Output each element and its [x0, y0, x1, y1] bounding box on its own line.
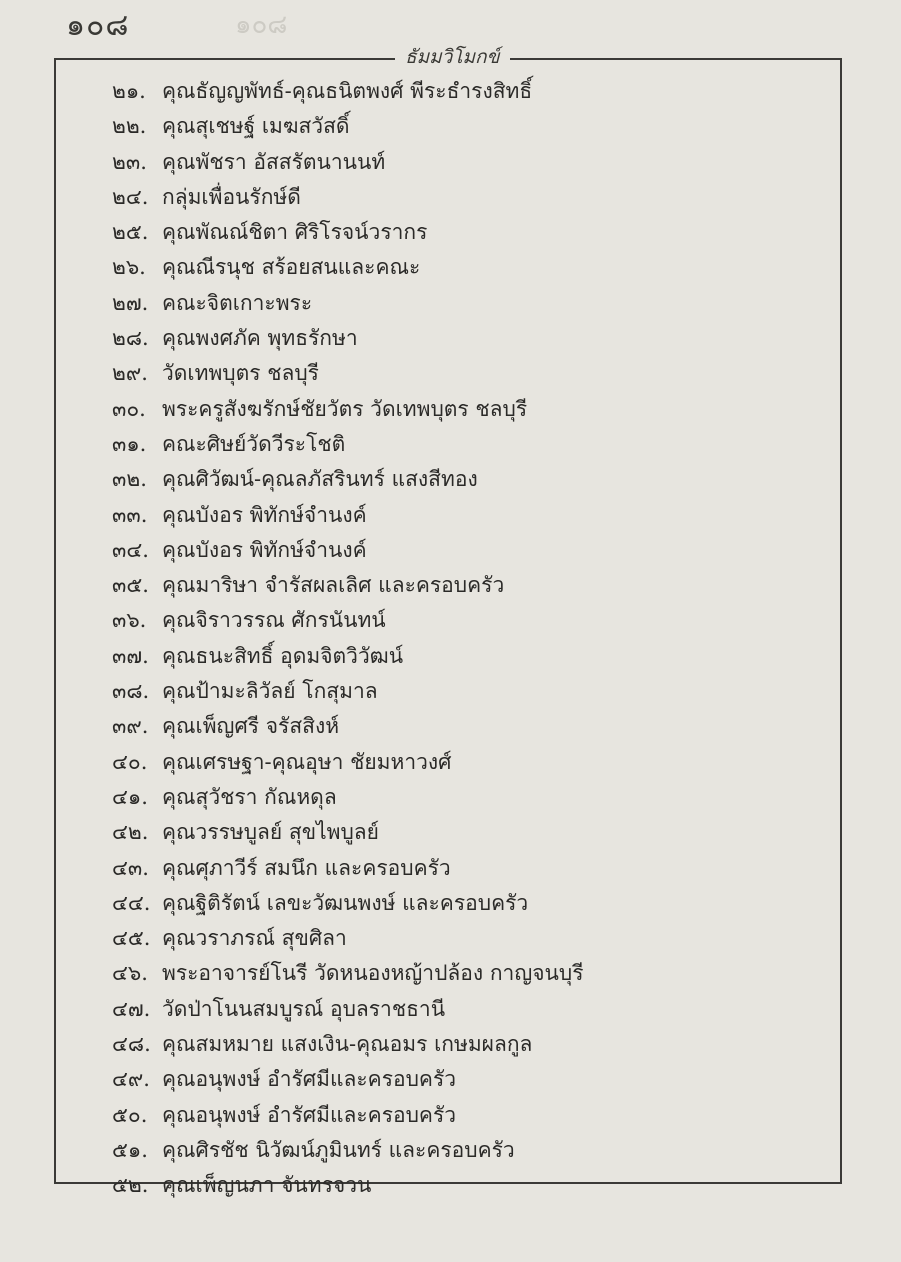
list-item [112, 392, 832, 427]
entry-name: คุณธัญญพัทธ์-คุณธนิตพงศ์ พีระธำรงสิทธิ์ [162, 79, 533, 103]
list-item [112, 321, 832, 356]
list-item [112, 427, 832, 462]
entry-number: ๕๑. [112, 1137, 148, 1162]
list-item [112, 956, 832, 991]
entry-name: คุณอนุพงษ์ อำรัศมีและครอบครัว [162, 1067, 457, 1092]
entry-name: คุณเศรษฐา-คุณอุษา ชัยมหาวงศ์ [162, 749, 452, 774]
entry-name: คุณฐิติรัตน์ เลขะวัฒนพงษ์ และครอบครัว [162, 890, 529, 915]
running-header: ธัมมวิโมกข์ [395, 42, 510, 72]
entry-number: ๒๘. [112, 326, 149, 351]
entry-number: ๒๒. [112, 114, 147, 139]
entry-number: ๒๔. [112, 184, 149, 209]
list-item [112, 286, 832, 321]
entry-number: ๔๕. [112, 926, 151, 951]
entry-name: คุณธนะสิทธิ์ อุดมจิตวิวัฒน์ [162, 643, 404, 668]
list-item [112, 180, 832, 215]
entry-name: คุณอนุพงษ์ อำรัศมีและครอบครัว [162, 1102, 457, 1127]
entry-number: ๓๕. [112, 573, 149, 598]
entry-number: ๔๗. [112, 996, 151, 1021]
entry-number: ๔๓. [112, 855, 149, 880]
list-item [112, 1133, 832, 1168]
entry-number: ๔๒. [112, 820, 149, 845]
list-item [112, 639, 832, 674]
entry-number: ๓๗. [112, 643, 149, 668]
list-item [112, 356, 832, 391]
list-item [112, 498, 832, 533]
list-item [112, 745, 832, 780]
entry-number: ๔๘. [112, 1032, 151, 1057]
list-item [112, 462, 832, 497]
list-item [112, 533, 832, 568]
list-item [112, 250, 832, 285]
entry-number: ๒๙. [112, 361, 148, 386]
list-item [112, 109, 832, 144]
list-item [112, 815, 832, 850]
entry-number: ๕๐. [112, 1102, 148, 1127]
list-item [112, 709, 832, 744]
entry-number: ๓๑. [112, 431, 147, 456]
list-item [112, 921, 832, 956]
entry-name: คุณป้ามะลิวัลย์ โกสุมาล [162, 679, 378, 704]
entry-name: พระอาจารย์โนรี วัดหนองหญ้าปล้อง กาญจนบุรี [162, 961, 584, 986]
entry-number: ๓๙. [112, 714, 149, 739]
list-item [112, 780, 832, 815]
entry-name: คณะจิตเกาะพระ [162, 290, 313, 315]
entry-number: ๔๑. [112, 784, 148, 809]
list-item [112, 74, 832, 109]
entry-number: ๓๖. [112, 608, 147, 633]
entry-name: คุณบังอร พิทักษ์จำนงค์ [162, 502, 367, 527]
entry-name: วัดป่าโนนสมบูรณ์ อุบลราชธานี [162, 996, 446, 1021]
entry-name: คณะศิษย์วัดวีระโชติ [162, 431, 346, 456]
entry-number: ๓๒. [112, 467, 147, 492]
entry-name: คุณเพ็ญศรี จรัสสิงห์ [162, 714, 340, 739]
entry-name: พระครูสังฆรักษ์ชัยวัตร วัดเทพบุตร ชลบุรี [162, 396, 528, 421]
entry-number: ๔๙. [112, 1067, 150, 1092]
page-number: ๑๐๘ [66, 8, 130, 43]
entry-number: ๔๐. [112, 749, 148, 774]
list-item [112, 1098, 832, 1133]
list-item [112, 674, 832, 709]
entry-name: คุณสุเชษฐ์ เมฆสวัสดิ์ [162, 114, 350, 139]
entry-name: คุณจิราวรรณ ศักรนันทน์ [162, 608, 386, 633]
list-item [112, 1027, 832, 1062]
show-through-page-number: ๑๐๘ [235, 10, 288, 40]
entry-name: คุณวราภรณ์ สุขศิลา [162, 926, 347, 951]
entry-number: ๔๖. [112, 961, 148, 986]
entry-number: ๕๒. [112, 1173, 149, 1198]
list-item [112, 215, 832, 250]
entry-number: ๒๓. [112, 149, 147, 174]
entry-number: ๒๖. [112, 255, 146, 280]
entry-number: ๓๔. [112, 537, 149, 562]
entry-number: ๒๗. [112, 290, 149, 315]
entry-name: คุณพัณณ์ชิตา ศิริโรจน์วรากร [162, 220, 428, 245]
entry-name: คุณพัชรา อัสสรัตนานนท์ [162, 149, 386, 174]
entry-name: วัดเทพบุตร ชลบุรี [162, 361, 319, 386]
list-item [112, 1168, 832, 1203]
entry-name: คุณสุวัชรา กัณหดุล [162, 784, 337, 809]
list-item [112, 145, 832, 180]
entry-number: ๓๐. [112, 396, 146, 421]
entry-name: คุณวรรษบูลย์ สุขไพบูลย์ [162, 820, 379, 845]
entry-number: ๓๓. [112, 502, 148, 527]
list-item [112, 851, 832, 886]
list-item [112, 603, 832, 638]
list-item [112, 992, 832, 1027]
list-item [112, 568, 832, 603]
entry-number: ๔๔. [112, 890, 151, 915]
entry-number: ๒๕. [112, 220, 149, 245]
entry-name: คุณณีรนุช สร้อยสนและคณะ [162, 255, 421, 280]
entry-number: ๒๑. [112, 79, 146, 103]
entry-name: คุณเพ็ญนภา จันทรจวน [162, 1173, 372, 1198]
entry-name: คุณพงศภัค พุทธรักษา [162, 326, 358, 351]
entry-name: คุณศิรชัช นิวัฒน์ภูมินทร์ และครอบครัว [162, 1137, 515, 1162]
entry-name: คุณศิวัฒน์-คุณลภัสรินทร์ แสงสีทอง [162, 467, 478, 492]
entry-number: ๓๘. [112, 679, 150, 704]
entry-name: กลุ่มเพื่อนรักษ์ดี [162, 184, 301, 209]
entry-name: คุณศุภาวีร์ สมนึก และครอบครัว [162, 855, 451, 880]
list-item [112, 886, 832, 921]
entry-name: คุณมาริษา จำรัสผลเลิศ และครอบครัว [162, 573, 505, 598]
donor-list [112, 74, 832, 1204]
entry-name: คุณสมหมาย แสงเงิน-คุณอมร เกษมผลกูล [162, 1032, 533, 1057]
entry-name: คุณบังอร พิทักษ์จำนงค์ [162, 537, 367, 562]
list-item [112, 1062, 832, 1097]
